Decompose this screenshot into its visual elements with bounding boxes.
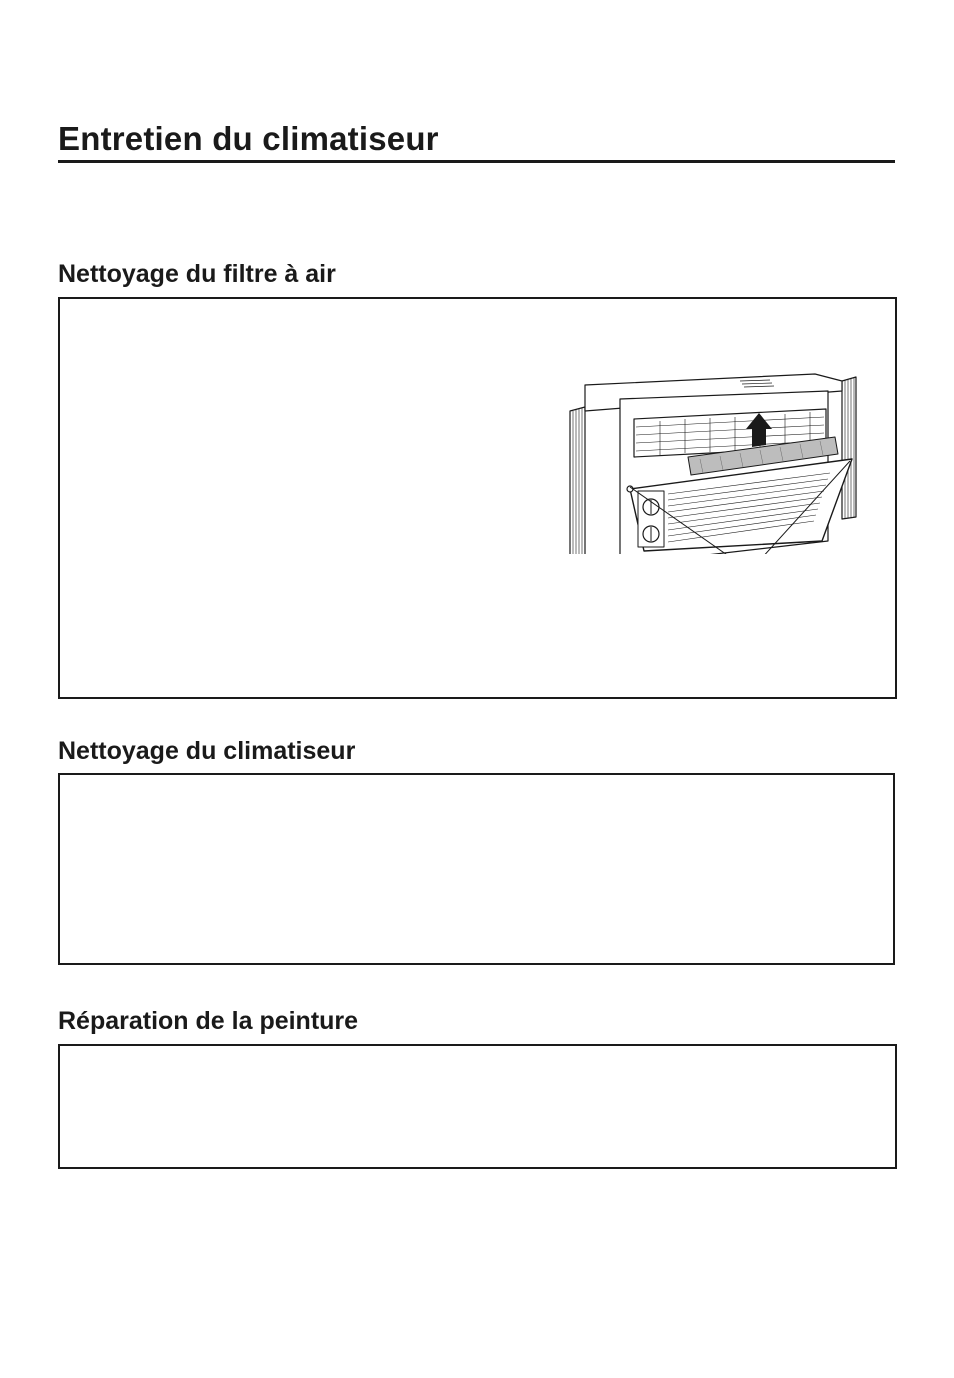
section-box-filter: [58, 297, 897, 699]
air-conditioner-illustration: [560, 329, 880, 554]
section-heading-filter: Nettoyage du filtre à air: [58, 260, 336, 288]
section-heading-peinture: Réparation de la peinture: [58, 1007, 359, 1035]
section-heading-climatiseur: Nettoyage du climatiseur: [58, 737, 356, 765]
section-box-peinture: [58, 1044, 897, 1169]
section-box-climatiseur: [58, 773, 895, 965]
title-divider: [58, 160, 895, 163]
page-title: Entretien du climatiseur: [58, 120, 439, 157]
